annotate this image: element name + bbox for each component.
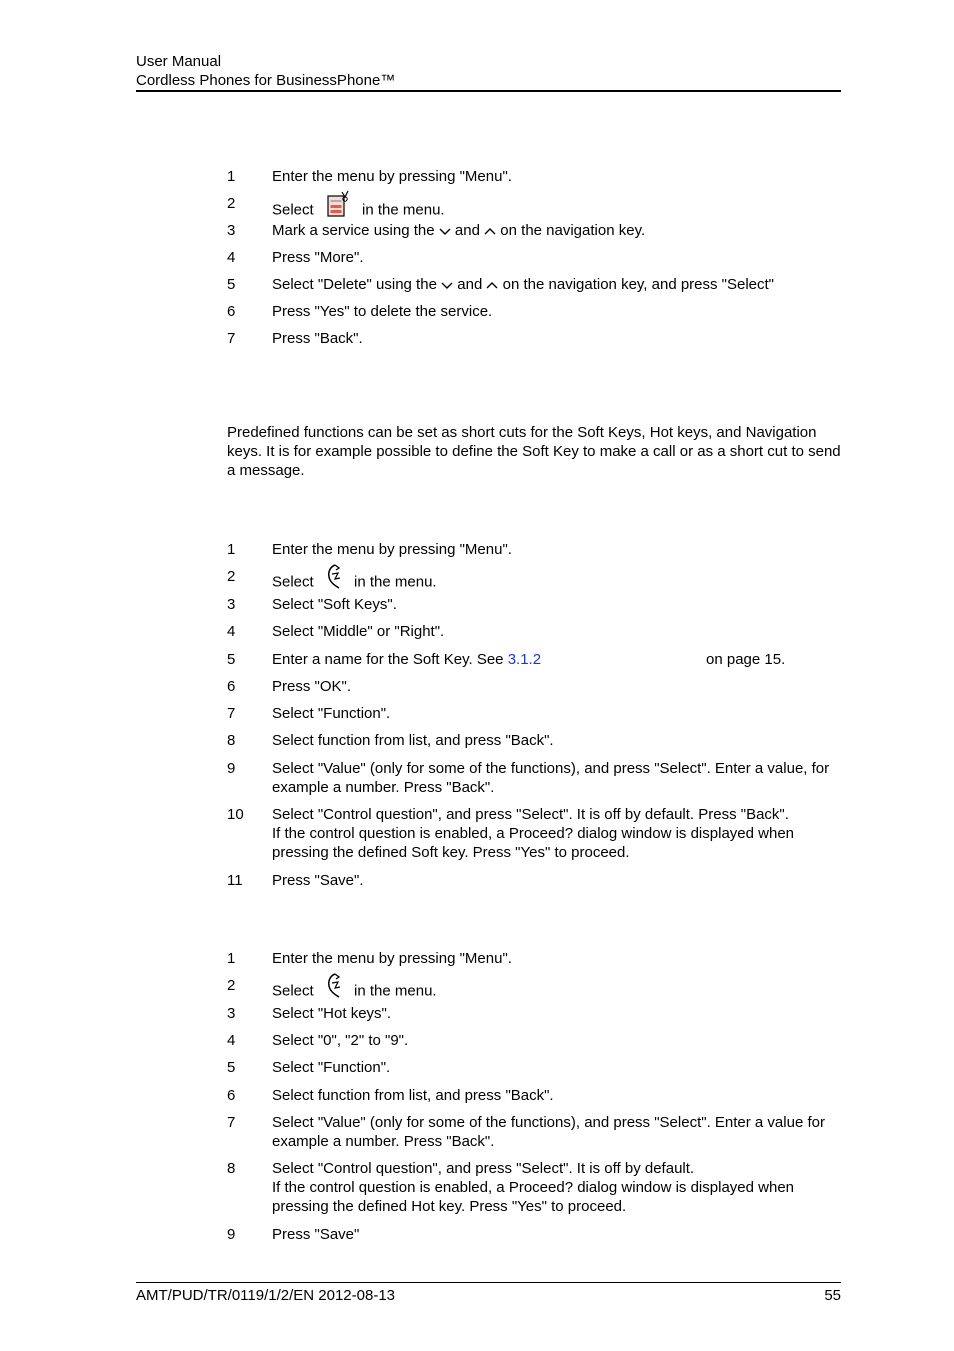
services-icon (326, 190, 352, 223)
list-item (227, 731, 841, 759)
list-item (227, 167, 841, 194)
step-text-pre: Select (272, 573, 314, 591)
step-text: Select "0", "2" to "9". (272, 1032, 409, 1049)
step-text-mid: and (457, 276, 483, 293)
page-number: 55 (824, 1287, 841, 1304)
page-header (136, 52, 841, 90)
step-text-post: in the menu. (354, 982, 437, 1000)
step-number: 4 (227, 1032, 236, 1049)
step-number: 3 (227, 596, 236, 613)
step-text-mid: and (454, 222, 480, 239)
list-item (227, 194, 841, 221)
step-number: 7 (227, 1114, 236, 1131)
step-number: 7 (227, 705, 236, 722)
step-number: 4 (227, 623, 236, 640)
step-number: 8 (227, 1160, 236, 1177)
list-item (227, 650, 841, 677)
step-text-pre: Enter a name for the Soft Key. See (272, 651, 504, 668)
list-item (227, 1086, 841, 1113)
step-text: Select "Function". (272, 1059, 391, 1076)
list-item (227, 1113, 841, 1159)
step-text-post: in the menu. (354, 573, 437, 591)
list-item (227, 677, 841, 704)
step-text-pre: Select (272, 982, 314, 1000)
step-text-line2: If the control question is enabled, a Proceed? dialog window is displayed when pressing the defined Soft key. Press "Yes" to proceed. (272, 825, 794, 861)
chevron-down-icon (439, 222, 451, 241)
step-text: Press "Save" (272, 1226, 360, 1243)
list-item (227, 567, 841, 595)
list-item (227, 704, 841, 731)
step-number: 3 (227, 222, 236, 239)
step-text: Press "Save". (272, 872, 364, 889)
chevron-up-icon (486, 276, 498, 295)
step-number: 1 (227, 168, 236, 185)
header-title: User Manual (136, 53, 222, 70)
step-number: 6 (227, 303, 236, 320)
step-text-line2: If the control question is enabled, a Proceed? dialog window is displayed when pressing the defined Hot key. Press "Yes" to proceed. (272, 1179, 794, 1215)
step-text: Select "Middle" or "Right". (272, 623, 445, 640)
step-number: 5 (227, 651, 236, 668)
step-text: Select "Soft Keys". (272, 596, 397, 613)
list-item (227, 1159, 841, 1225)
step-number: 4 (227, 249, 236, 266)
section-link[interactable]: 3.1.2 (507, 651, 542, 668)
list-item (227, 949, 841, 976)
step-number: 3 (227, 1005, 236, 1022)
step-text: Select function from list, and press "Back". (272, 1087, 554, 1104)
list-item (227, 329, 841, 356)
step-number: 1 (227, 541, 236, 558)
list-item (227, 805, 841, 871)
delete-service-steps (227, 167, 841, 356)
step-text: Enter the menu by pressing "Menu". (272, 541, 512, 558)
step-text-pre: Select (272, 201, 314, 219)
step-text: Press "Back". (272, 330, 363, 347)
step-number: 9 (227, 1226, 236, 1243)
step-text: Select function from list, and press "Back". (272, 732, 554, 749)
document-id: AMT/PUD/TR/0119/1/2/EN 2012-08-13 (136, 1287, 396, 1304)
step-text: Enter the menu by pressing "Menu". (272, 168, 512, 185)
step-text-pre: Select "Delete" using the (272, 276, 437, 293)
list-item (227, 976, 841, 1004)
chevron-down-icon (441, 276, 453, 295)
list-item (227, 1004, 841, 1031)
list-item (227, 1225, 841, 1252)
list-item (227, 871, 841, 898)
step-number: 7 (227, 330, 236, 347)
step-number: 1 (227, 950, 236, 967)
step-text (272, 567, 841, 595)
step-number: 2 (227, 977, 236, 994)
step-text-line1: Select "Control question", and press "Select". It is off by default. (272, 1160, 695, 1177)
step-text-post: on the navigation key, and press "Select" (502, 276, 775, 293)
step-text-post: on the navigation key. (500, 222, 646, 239)
step-number: 5 (227, 1059, 236, 1076)
list-item (227, 221, 841, 248)
intro-paragraph: Predefined functions can be set as short cuts for the Soft Keys, Hot keys, and Navigation keys. It is for example possible to define the Soft Key to make a call or as a short cut to send a message. (227, 424, 841, 479)
step-number: 11 (227, 872, 243, 889)
step-text-post: on page 15. (706, 651, 786, 668)
footer-rule (136, 1282, 841, 1283)
list-item (227, 759, 841, 805)
list-item (227, 1058, 841, 1086)
step-text-line1: Select "Control question", and press "Select". It is off by default. Press "Back". (272, 806, 789, 823)
step-text-pre: Mark a service using the (272, 222, 435, 239)
step-text-post: in the menu. (362, 201, 445, 219)
list-item (227, 540, 841, 567)
shortcut-icon (326, 564, 344, 595)
header-rule (136, 90, 841, 92)
step-number: 2 (227, 195, 236, 212)
chevron-up-icon (484, 222, 496, 241)
step-text (272, 1159, 841, 1225)
list-item (227, 1031, 841, 1058)
step-text (272, 275, 841, 302)
soft-key-steps (227, 540, 841, 898)
step-text (272, 650, 841, 677)
step-text: Select "Value" (only for some of the functions), and press "Select". Enter a value for example a number. Press "Back". (272, 1114, 825, 1150)
step-text: Select "Function". (272, 705, 391, 722)
step-text: Enter the menu by pressing "Menu". (272, 950, 512, 967)
list-item (227, 275, 841, 302)
step-number: 9 (227, 760, 236, 777)
step-number: 5 (227, 276, 236, 293)
step-text (272, 221, 841, 248)
step-text: Press "OK". (272, 678, 351, 695)
header-subtitle: Cordless Phones for BusinessPhone™ (136, 72, 396, 89)
step-number: 6 (227, 1087, 236, 1104)
list-item (227, 302, 841, 329)
step-text: Select "Hot keys". (272, 1005, 392, 1022)
hot-key-steps (227, 949, 841, 1252)
shortcut-icon (326, 973, 344, 1004)
step-number: 10 (227, 806, 244, 823)
list-item (227, 595, 841, 622)
list-item (227, 622, 841, 650)
list-item (227, 248, 841, 275)
step-number: 6 (227, 678, 236, 695)
step-text: Press "More". (272, 249, 364, 266)
step-text: Press "Yes" to delete the service. (272, 303, 493, 320)
step-text: Select "Value" (only for some of the functions), and press "Select". Enter a value, for example a number. Press "Back". (272, 760, 830, 796)
step-text (272, 194, 841, 221)
step-number: 2 (227, 568, 236, 585)
step-text (272, 805, 841, 871)
step-text (272, 976, 841, 1004)
step-number: 8 (227, 732, 236, 749)
